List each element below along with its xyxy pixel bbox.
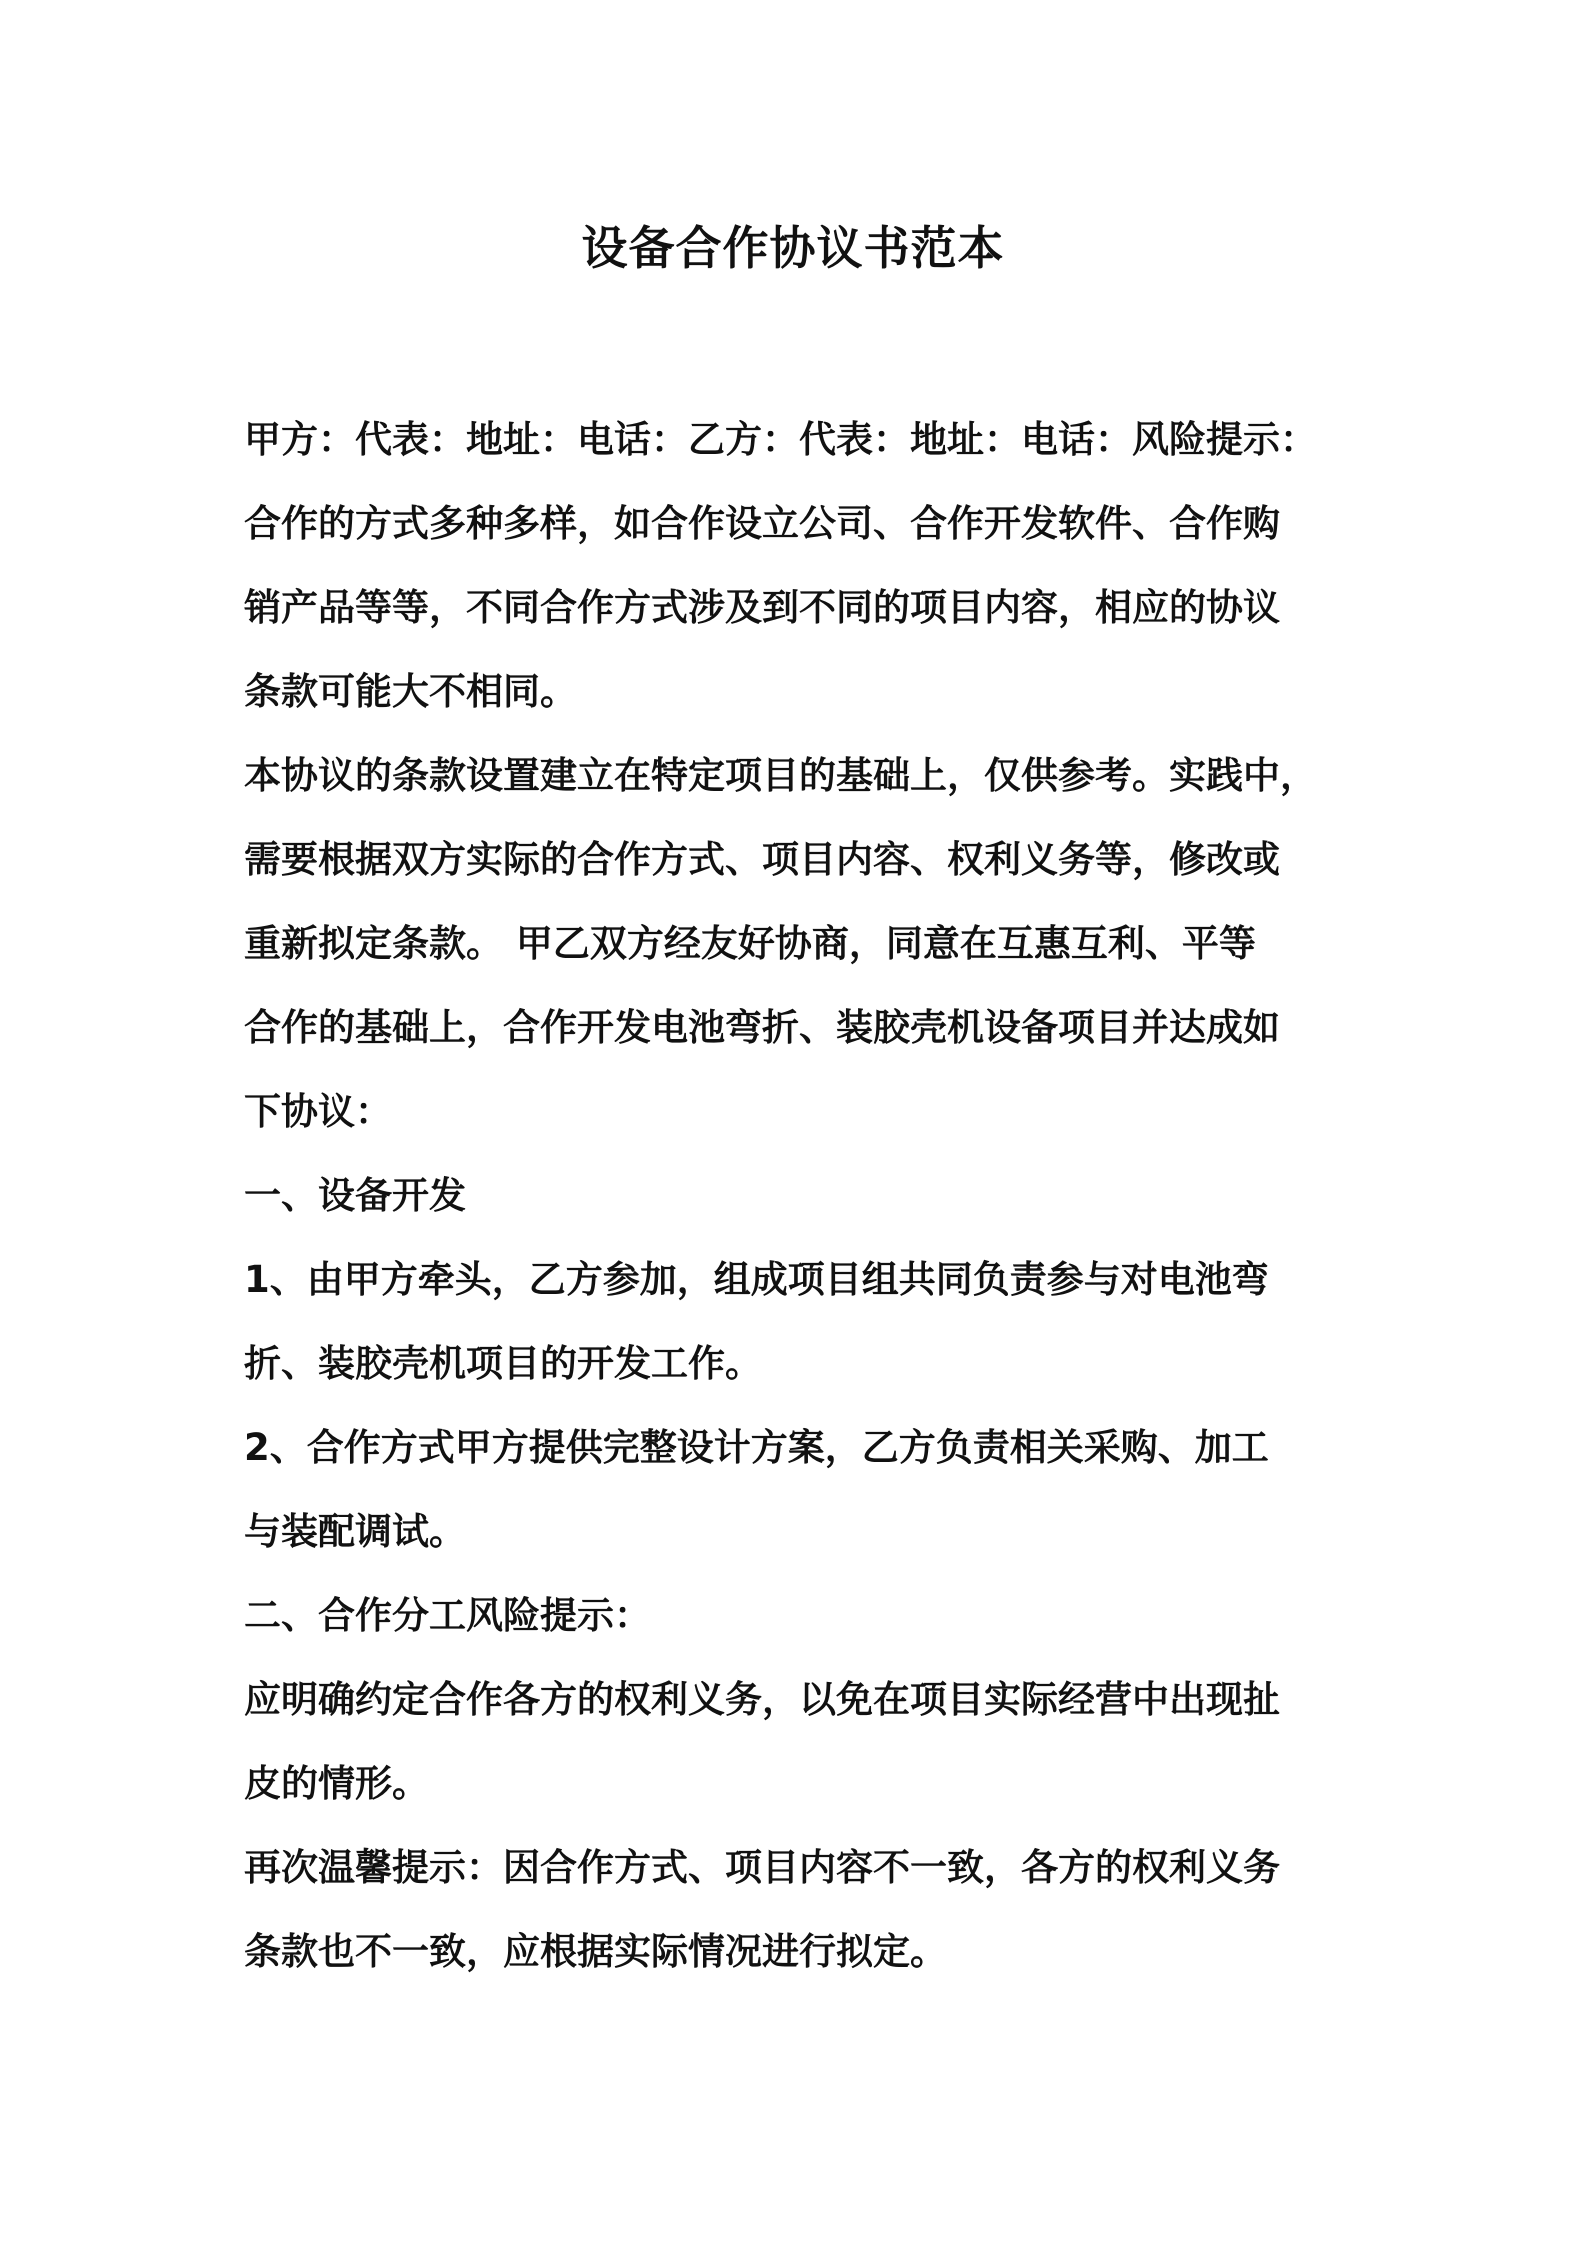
body-line-7: 重新拟定条款。 甲乙双方经友好协商，同意在互惠互利、平等 [244,922,1256,965]
body-line-12: 折、装胶壳机项目的开发工作。 [244,1342,762,1385]
body-line-13: 2、合作方式甲方提供完整设计方案，乙方负责相关采购、加工 [244,1426,1269,1469]
section-heading-1: 一、设备开发 [244,1174,466,1217]
body-line-5: 本协议的条款设置建立在特定项目的基础上，仅供参考。实践中， [244,754,1317,797]
body-line-8: 合作的基础上，合作开发电池弯折、装胶壳机设备项目并达成如 [244,1006,1280,1049]
body-line-14: 与装配调试。 [244,1510,466,1553]
body-line-16: 应明确约定合作各方的权利义务，以免在项目实际经营中出现扯 [244,1678,1280,1721]
body-line-1: 甲方：代表：地址：电话：乙方：代表：地址：电话：风险提示： [244,418,1317,461]
body-line-11: 1、由甲方牵头，乙方参加，组成项目组共同负责参与对电池弯 [244,1258,1269,1301]
body-line-6: 需要根据双方实际的合作方式、项目内容、权利义务等，修改或 [244,838,1280,881]
document-title: 设备合作协议书范本 [581,221,1005,275]
body-line-18: 再次温馨提示：因合作方式、项目内容不一致，各方的权利义务 [244,1846,1280,1889]
body-line-4: 条款可能大不相同。 [244,670,577,713]
body-line-3: 销产品等等，不同合作方式涉及到不同的项目内容，相应的协议 [244,586,1280,629]
body-line-9: 下协议： [244,1090,392,1133]
body-line-19: 条款也不一致，应根据实际情况进行拟定。 [244,1930,947,1973]
document-body [244,398,1374,1994]
body-line-2: 合作的方式多种多样，如合作设立公司、合作开发软件、合作购 [244,502,1280,545]
body-line-17: 皮的情形。 [244,1762,429,1805]
section-heading-2: 二、合作分工风险提示： [244,1594,651,1637]
